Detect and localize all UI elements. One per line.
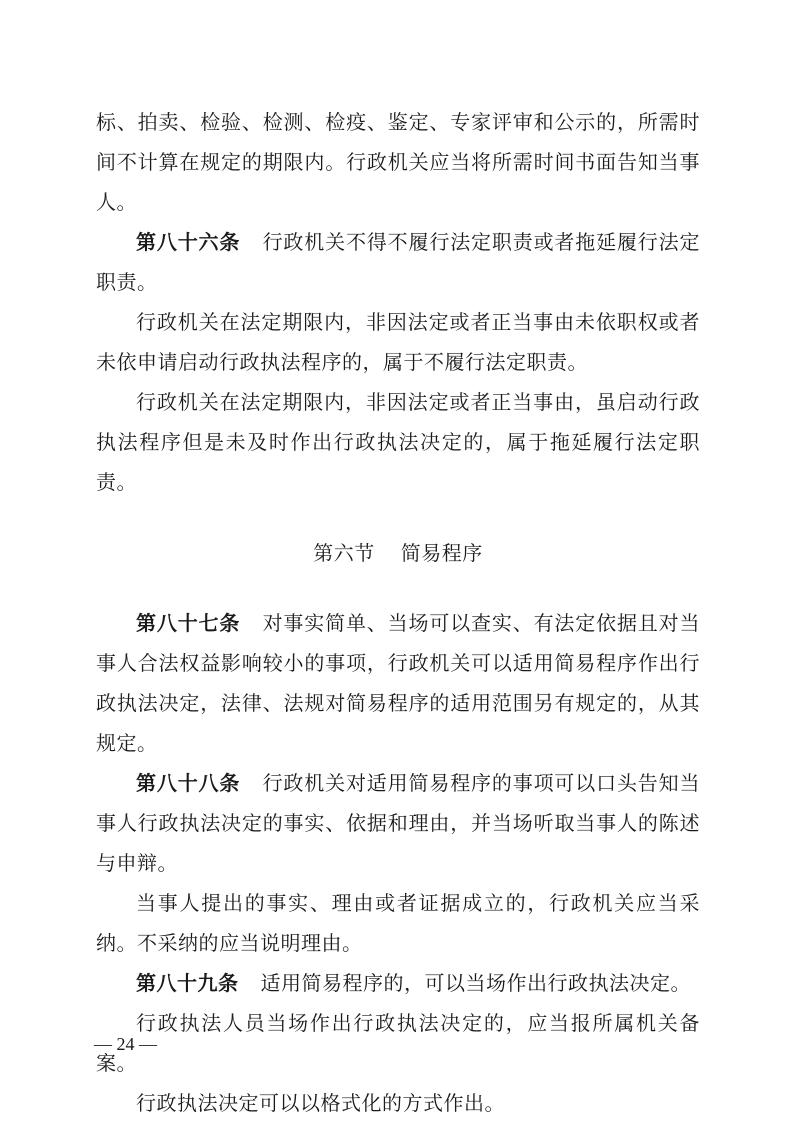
article-text: 对事实简单、当场可以查实、有法定依据且对当事人合法权益影响较小的事项，行政机关可以适用简易程序作出行政执法决定，法律、法规对简易程序的适用范围另有规定的，从其规定。 xyxy=(96,611,701,755)
article-number: 第八十七条 xyxy=(136,611,241,635)
article-number: 第八十六条 xyxy=(136,230,241,254)
article-86 xyxy=(96,222,700,302)
paragraph: 当事人提出的事实、理由或者证据成立的，行政机关应当采纳。不采纳的应当说明理由。 xyxy=(96,891,700,955)
article-89 xyxy=(96,963,700,1003)
article-87 xyxy=(96,603,700,763)
article-text: 适用简易程序的，可以当场作出行政执法决定。 xyxy=(260,971,691,995)
paragraph: 行政执法人员当场作出行政执法决定的，应当报所属机关备案。 xyxy=(96,1011,700,1075)
section-heading xyxy=(96,533,700,573)
paragraph: 行政机关在法定期限内，非因法定或者正当事由，虽启动行政执法程序但是未及时作出行政执法决定的，属于拖延履行法定职责。 xyxy=(96,390,700,494)
article-88 xyxy=(96,763,700,883)
article-number: 第八十八条 xyxy=(136,771,241,795)
page-number: — 24 — xyxy=(94,1034,157,1054)
article-text: 行政机关不得不履行法定职责或者拖延履行法定职责。 xyxy=(96,230,701,294)
paragraph: 行政机关在法定期限内，非因法定或者正当事由未依职权或者未依申请启动行政执法程序的，属于不履行法定职责。 xyxy=(96,310,700,374)
paragraph-continuation: 标、拍卖、检验、检测、检疫、鉴定、专家评审和公示的，所需时间不计算在规定的期限内。行政机关应当将所需时间书面告知当事人。 xyxy=(96,110,700,214)
document-body xyxy=(96,102,700,1123)
section-number: 第六节 xyxy=(313,541,375,565)
article-text: 行政机关对适用简易程序的事项可以口头告知当事人行政执法决定的事实、依据和理由，并当场听取当事人的陈述与申辩。 xyxy=(96,771,701,875)
section-title: 简易程序 xyxy=(400,541,483,565)
article-number: 第八十九条 xyxy=(136,971,239,995)
paragraph: 行政执法决定可以以格式化的方式作出。 xyxy=(136,1091,505,1115)
